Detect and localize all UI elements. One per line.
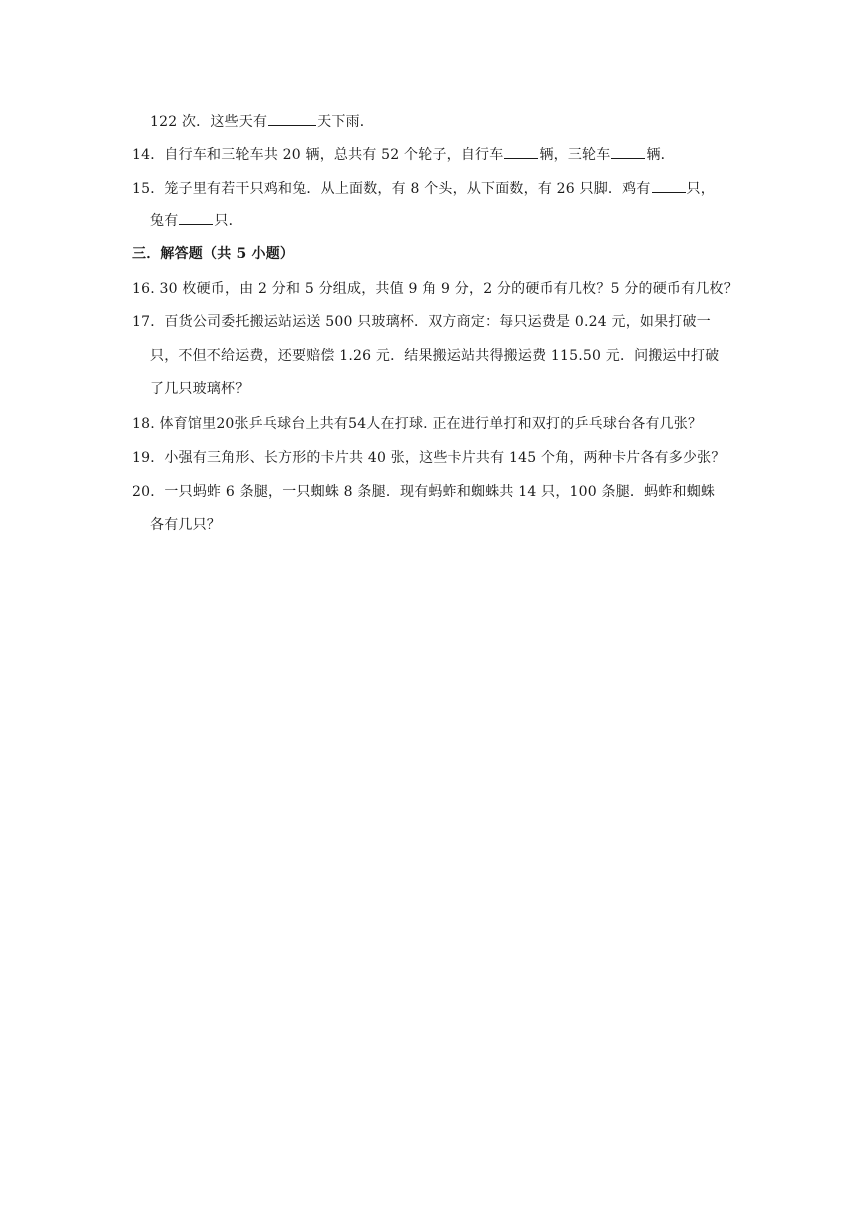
answer-blank [179, 210, 213, 225]
q15-text-b: 只， [686, 181, 715, 197]
q15-text-d: 只． [214, 213, 243, 229]
section-heading: 三．解答题（共 5 小题） [132, 246, 295, 262]
q14-text-c: 辆． [646, 147, 675, 163]
answer-blank [504, 144, 538, 159]
q14-text-a: 14．自行车和三轮车共 20 辆，总共有 52 个轮子，自行车 [132, 147, 504, 163]
answer-blank [268, 111, 316, 126]
q14-text-b: 辆，三轮车 [539, 147, 611, 163]
answer-blank [611, 144, 645, 159]
question-14 [132, 144, 675, 165]
question-17-line-1: 17．百货公司委托搬运站运送 500 只玻璃杯．双方商定：每只运费是 0.24 元，如果打破一 [132, 314, 711, 330]
answer-blank [652, 178, 686, 193]
q15-text-c: 兔有 [150, 213, 179, 229]
q13-text-a: 122 次．这些天有 [150, 114, 268, 130]
q15-text-a: 15．笼子里有若干只鸡和兔．从上面数，有 8 个头，从下面数，有 26 只脚．鸡有 [132, 181, 651, 197]
question-19: 19．小强有三角形、长方形的卡片共 40 张，这些卡片共有 145 个角，两种卡片各有多少张？ [132, 450, 726, 466]
question-18: 18. 体育馆里20张乒乓球台上共有54人在打球. 正在进行单打和双打的乒乓球台各有几张？ [132, 416, 703, 432]
question-16: 16. 30 枚硬币，由 2 分和 5 分组成，共值 9 角 9 分，2 分的硬币有几枚？5 分的硬币有几枚？ [132, 281, 738, 297]
question-15-line-1 [132, 178, 715, 199]
question-15-line-2 [150, 210, 243, 231]
question-20-line-1: 20．一只蚂蚱 6 条腿，一只蜘蛛 8 条腿．现有蚂蚱和蜘蛛共 14 只，100 条腿．蚂蚱和蜘蛛 [132, 484, 716, 500]
q13-continuation [150, 111, 374, 132]
question-17-line-2: 只，不但不给运费，还要赔偿 1.26 元．结果搬运站共得搬运费 115.50 元．问搬运中打破 [150, 348, 720, 364]
question-17-line-3: 了几只玻璃杯？ [150, 381, 250, 397]
q13-text-b: 天下雨． [317, 114, 374, 130]
question-20-line-2: 各有几只？ [150, 517, 221, 533]
